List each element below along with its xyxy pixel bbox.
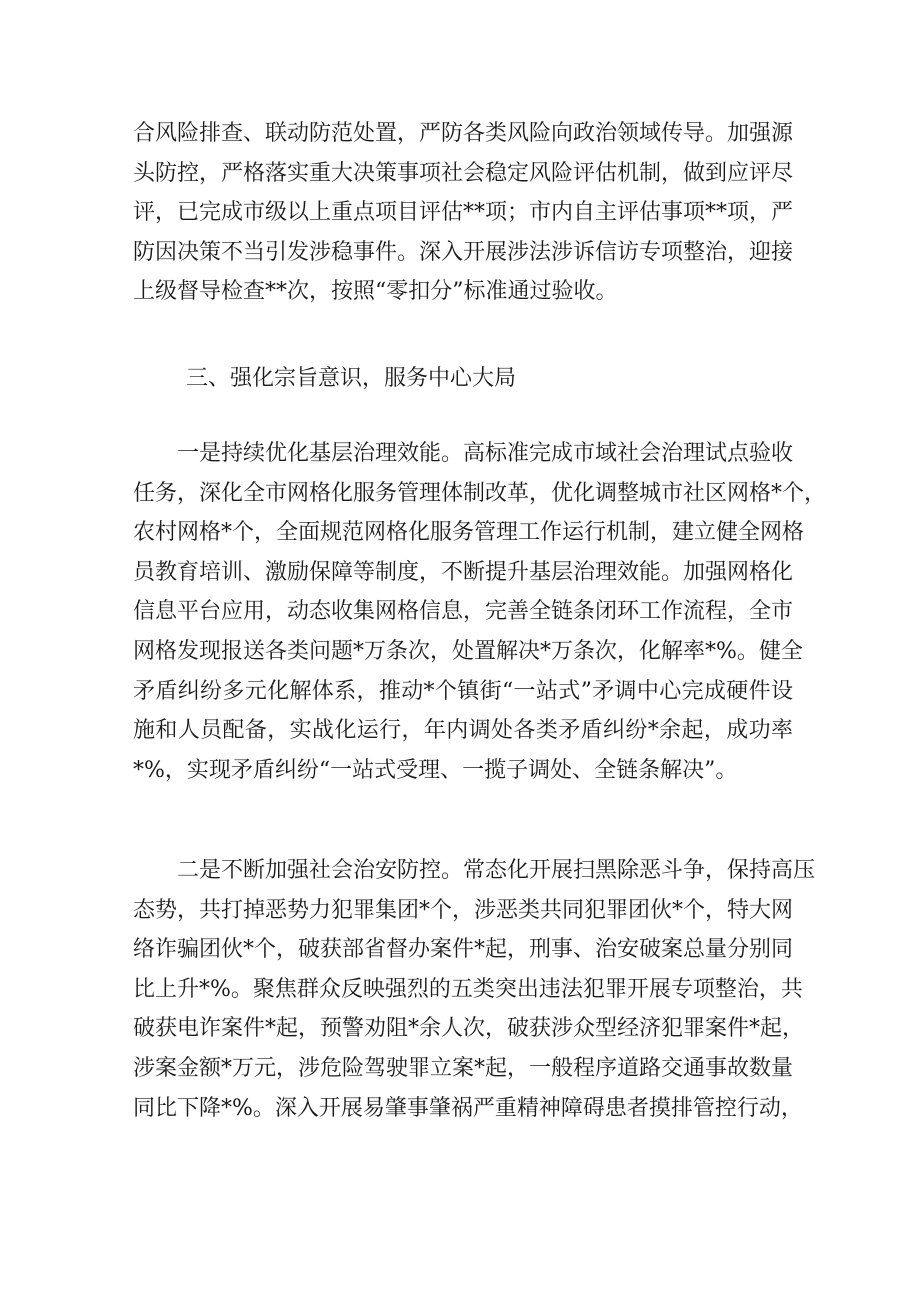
paragraph-grassroots-governance xyxy=(133,434,827,790)
text-line: 上级督导检查**次，按照“零扣分”标准通过验收。 xyxy=(133,279,618,305)
text-line: 施和人员配备，实战化运行，年内调处各类矛盾纠纷*余起，成功率 xyxy=(133,718,793,744)
text-line: 员教育培训、激励保障等制度，不断提升基层治理效能。加强网格化 xyxy=(133,559,794,585)
text-line: 比上升*%。聚焦群众反映强烈的五类突出违法犯罪开展专项整治，共 xyxy=(133,976,803,1002)
text-line: 评，已完成市级以上重点项目评估**项；市内自主评估事项**项，严 xyxy=(133,200,794,226)
text-line: 防因决策不当引发涉稳事件。深入开展涉法涉诉信访专项整治，迎接 xyxy=(133,239,794,265)
text-line: *%，实现矛盾纠纷“一站式受理、一揽子调处、全链条解决”。 xyxy=(133,757,738,783)
text-line: 态势，共打掉恶势力犯罪集团*个，涉恶类共同犯罪团伙*个，特大网 xyxy=(133,897,794,923)
text-line: 涉案金额*万元，涉危险驾驶罪立案*起，一般程序道路交通事故数量 xyxy=(133,1055,794,1081)
text-line: 络诈骗团伙*个，破获部省督办案件*起，刑事、治安破案总量分别同 xyxy=(133,937,794,963)
text-line: 头防控，严格落实重大决策事项社会稳定风险评估机制，做到应评尽 xyxy=(133,160,794,186)
section-heading xyxy=(186,359,586,399)
paragraph-continuation xyxy=(133,114,793,312)
text-line: 破获电诈案件*起，预警劝阻*余人次，破获涉众型经济犯罪案件*起， xyxy=(133,1016,805,1042)
paragraph-public-security xyxy=(133,851,816,1128)
text-line: 二是不断加强社会治安防控。常态化开展扫黑除恶斗争，保持高压 xyxy=(133,858,816,883)
text-line: 一是持续优化基层治理效能。高标准完成市域社会治理试点验收 xyxy=(133,441,794,466)
text-line: 农村网格*个，全面规范网格化服务管理工作运行机制，建立健全网格 xyxy=(133,520,805,546)
text-line: 合风险排查、联动防范处置，严防各类风险向政治领域传导。加强源 xyxy=(133,121,794,146)
text-line: 矛盾纠纷多元化解体系，推动*个镇街“一站式”矛调中心完成硬件设 xyxy=(133,678,793,704)
text-line: 任务，深化全市网格化服务管理体制改革，优化调整城市社区网格*个， xyxy=(133,480,827,506)
section-heading-text: 三、强化宗旨意识，服务中心大局 xyxy=(186,366,517,391)
text-line: 同比下降*%。深入开展易肇事肇祸严重精神障碍患者摸排管控行动， xyxy=(133,1095,803,1121)
text-line: 信息平台应用，动态收集网格信息，完善全链条闭环工作流程，全市 xyxy=(133,599,794,625)
text-line: 网格发现报送各类问题*万条次，处置解决*万条次，化解率*%。健全 xyxy=(133,638,803,664)
